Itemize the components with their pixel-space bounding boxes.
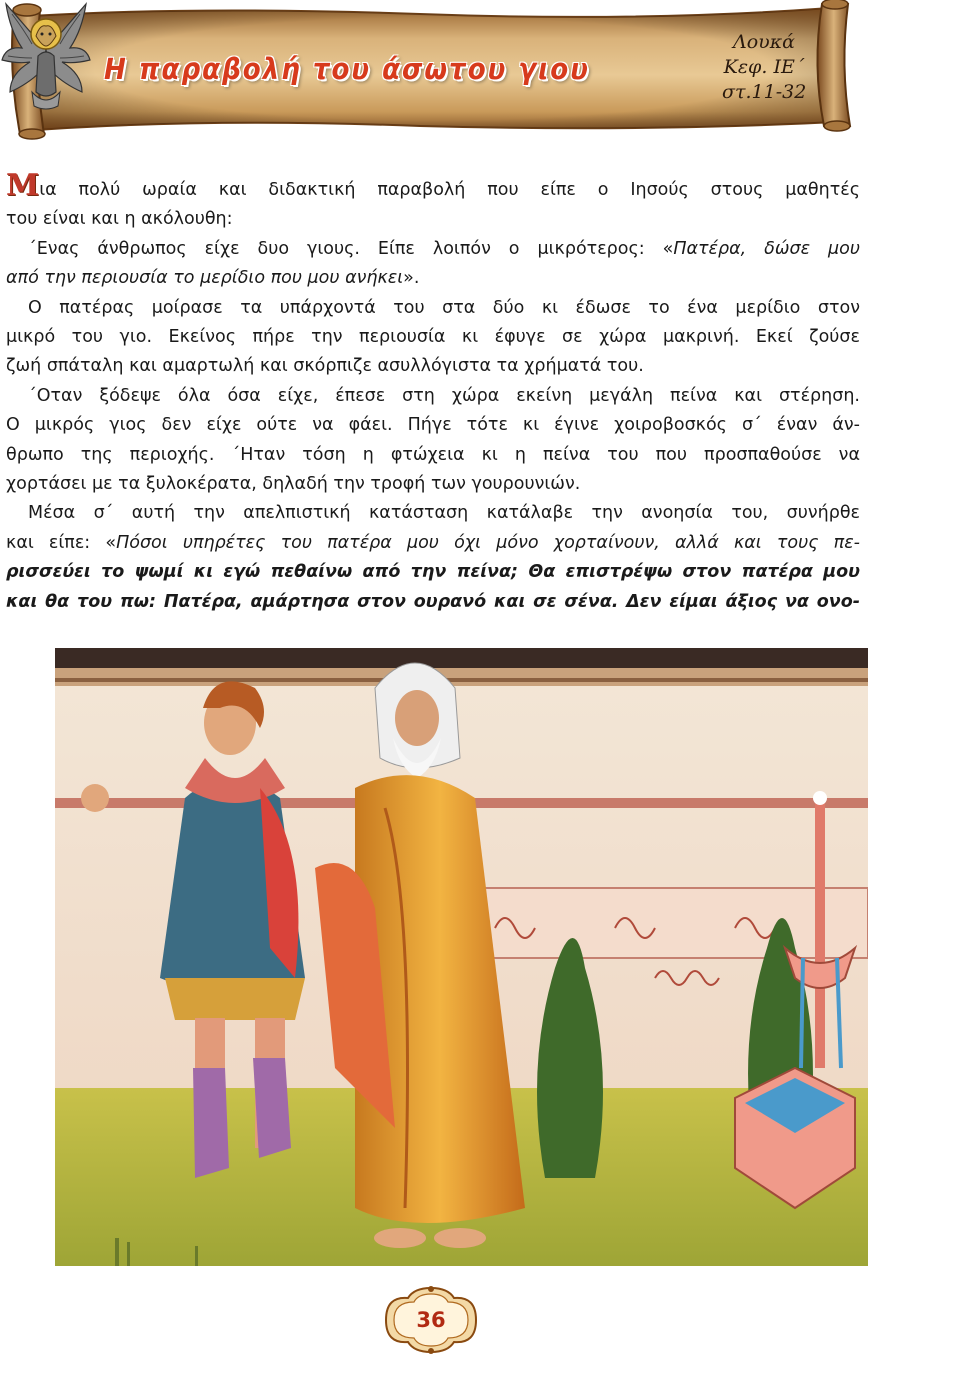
text-line: και είπε: «Πόσοι υπηρέτες του πατέρα μου όχι μόνο χορταίνουν, αλλά και τους πε- — [6, 532, 860, 553]
scripture-reference — [722, 30, 806, 105]
text-line: από την περιουσία το μερίδιο που μου ανήκει». — [6, 268, 420, 289]
icon-painting — [55, 648, 868, 1266]
text-line: Μέσα σ΄ αυτή την απελπιστική κατάσταση κατάλαβε την ανοησία του, συνήρθε — [28, 503, 860, 524]
header-banner — [0, 0, 960, 140]
story-text — [6, 168, 861, 617]
text-line: ΄Ενας άνθρωπος είχε δυο γιους. Είπε λοιπόν ο μικρότερος: «Πατέρα, δώσε μου — [28, 238, 861, 259]
text-line: ζωή σπάταλη και αμαρτωλή και σκόρπιζε ασυλλόγιστα τα χρήματά του. — [6, 356, 644, 377]
text-line: Ο μικρός γιος δεν είχε ούτε να φάει. Πήγε τότε κι έγινε χοιροβοσκός σ΄ έναν άν- — [6, 415, 860, 436]
reference-chapter: Κεφ. ΙΕ΄ — [723, 56, 805, 78]
text-line: μικρό του γιο. Εκείνος πήρε την περιουσία κι έφυγε σε χώρα μακρινή. Εκεί ζούσε — [6, 327, 860, 348]
text-line: Μια πολύ ωραία και διδακτική παραβολή που είπε ο Ιησούς στους μαθητές — [6, 168, 860, 203]
text-line: Ο πατέρας μοίρασε τα υπάρχοντά του στα δύο κι έδωσε το ένα μερίδιο στον — [28, 297, 860, 318]
text-line: ΄Οταν ξόδεψε όλα όσα είχε, έπεσε στη χώρα εκείνη μεγάλη πείνα και στέρηση. — [28, 385, 860, 406]
reference-book: Λουκά — [732, 31, 795, 53]
illustration-prodigal-son-and-father — [55, 648, 868, 1266]
text-line: χορτάσει με τα ξυλοκέρατα, δηλαδή την τροφή των γουρουνιών. — [6, 474, 581, 495]
drop-cap: Μ — [6, 168, 40, 203]
reference-verses: στ.11-32 — [722, 81, 807, 103]
text-line: του είναι και η ακόλουθη: — [6, 209, 233, 230]
text-line: και θα του πω: Πατέρα, αμάρτησα στον ουρανό και σε σένα. Δεν είμαι άξιος να ονο- — [6, 591, 860, 612]
text-line: θρωπο της περιοχής. ΄Ηταν τόση η φτώχεια κι η πείνα του που προσπαθούσε να — [6, 444, 860, 465]
page-title: Η παραβολή του άσωτου γιου — [104, 52, 590, 86]
page-number: 36 — [416, 1308, 446, 1332]
text-line: ρισσεύει το ψωμί κι εγώ πεθαίνω από την πείνα; Θα επιστρέψω στον πατέρα μου — [6, 562, 860, 583]
winged-ox-evangelist-symbol-icon — [0, 0, 92, 112]
page-number-ornament — [378, 1284, 484, 1356]
